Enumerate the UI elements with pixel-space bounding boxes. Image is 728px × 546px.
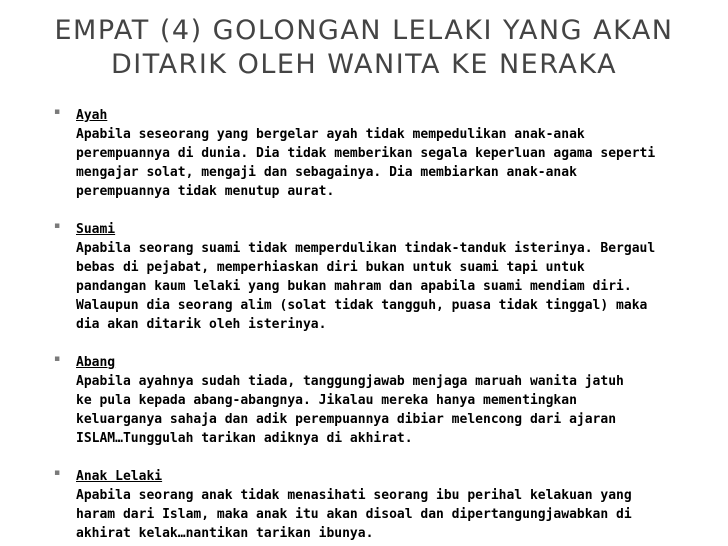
bullet-paragraph bbox=[76, 125, 722, 201]
bullet-item-anak-lelaki bbox=[52, 467, 722, 543]
paragraph-line: Apabila ayahnya sudah tiada, tanggungjawab menjaga maruah wanita jatuh bbox=[76, 374, 624, 389]
slide-title bbox=[0, 14, 728, 82]
slide-title-line-1: EMPAT (4) GOLONGAN LELAKI YANG AKAN bbox=[54, 15, 674, 46]
bullet-paragraph bbox=[76, 372, 722, 448]
paragraph-line: Apabila seorang anak tidak menasihati seorang ibu perihal kelakuan yang bbox=[76, 488, 632, 503]
paragraph-line: keluarganya sahaja dan adik perempuannya dibiar melencong dari ajaran bbox=[76, 412, 617, 427]
paragraph-line: Apabila seorang suami tidak memperdulikan tindak-tanduk isterinya. Bergaul bbox=[76, 241, 656, 256]
paragraph-line: akhirat kelak…nantikan tarikan ibunya. bbox=[76, 526, 374, 541]
bullet-paragraph bbox=[76, 239, 722, 334]
paragraph-line: ISLAM…Tunggulah tarikan adiknya di akhirat. bbox=[76, 431, 413, 446]
bullet-item-suami bbox=[52, 220, 722, 334]
paragraph-line: ke pula kepada abang-abangnya. Jikalau mereka hanya mementingkan bbox=[76, 393, 577, 408]
paragraph-line: pandangan kaum lelaki yang bukan mahram dan apabila suami mendiam diri. bbox=[76, 279, 632, 294]
paragraph-line: Apabila seseorang yang bergelar ayah tidak mempedulikan anak-anak bbox=[76, 127, 585, 142]
bullet-paragraph bbox=[76, 486, 722, 543]
square-bullet-icon: ▪ bbox=[54, 221, 61, 231]
paragraph-line: dia akan ditarik oleh isterinya. bbox=[76, 317, 327, 332]
bullet-list bbox=[52, 106, 722, 543]
paragraph-line: perempuannya tidak menutup aurat. bbox=[76, 184, 335, 199]
square-bullet-icon: ▪ bbox=[54, 107, 61, 117]
paragraph-line: bebas di pejabat, memperhiaskan diri bukan untuk suami tapi untuk bbox=[76, 260, 585, 275]
slide-title-line-2: DITARIK OLEH WANITA KE NERAKA bbox=[110, 49, 618, 80]
square-bullet-icon: ▪ bbox=[54, 354, 61, 364]
paragraph-line: mengajar solat, mengaji dan sebagainya. Dia membiarkan anak-anak bbox=[76, 165, 577, 180]
bullet-heading: Suami bbox=[76, 222, 116, 237]
bullet-heading: Abang bbox=[76, 355, 116, 370]
paragraph-line: Walaupun dia seorang alim (solat tidak tangguh, puasa tidak tinggal) maka bbox=[76, 298, 648, 313]
square-bullet-icon: ▪ bbox=[54, 468, 61, 478]
bullet-heading: Ayah bbox=[76, 108, 108, 123]
paragraph-line: perempuannya di dunia. Dia tidak memberikan segala keperluan agama seperti bbox=[76, 146, 656, 161]
bullet-heading: Anak Lelaki bbox=[76, 469, 163, 484]
bullet-item-ayah bbox=[52, 106, 722, 201]
bullet-item-abang bbox=[52, 353, 722, 448]
paragraph-line: haram dari Islam, maka anak itu akan disoal dan dipertangungjawabkan di bbox=[76, 507, 632, 522]
